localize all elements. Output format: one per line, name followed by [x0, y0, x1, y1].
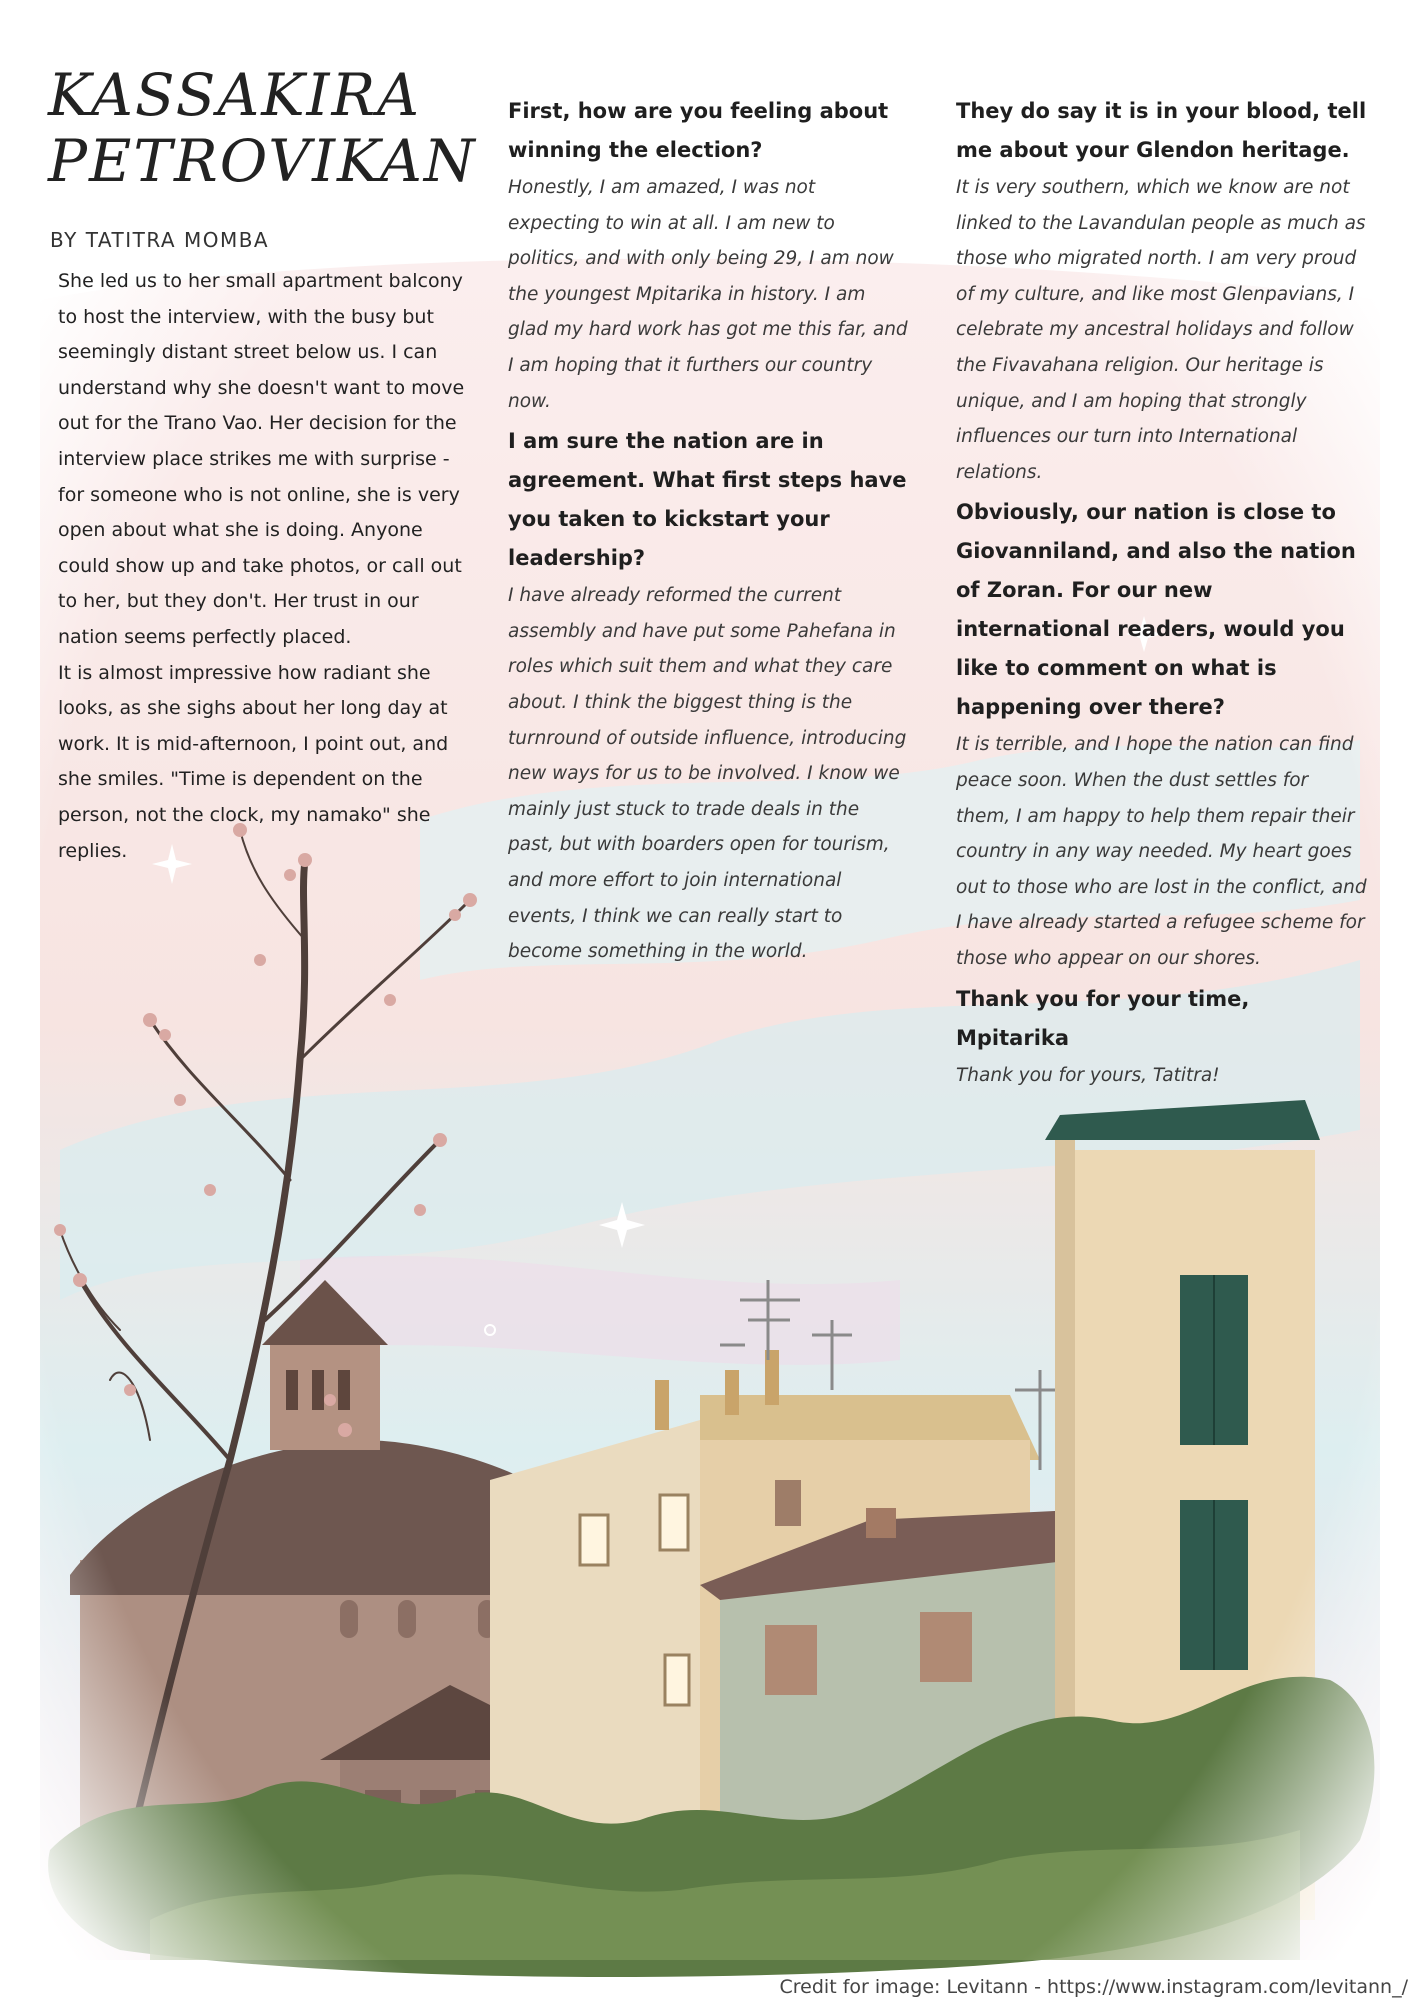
question: First, how are you feeling about winning the election?	[508, 99, 889, 162]
interview-column-3	[956, 92, 1368, 1096]
title-line-1: KASSAKIRA	[48, 61, 421, 129]
interview-column-2	[508, 92, 908, 973]
question: They do say it is in your blood, tell me about your Glendon heritage.	[956, 99, 1367, 162]
intro-paragraph: It is almost impressive how radiant she looks, as she sighs about her long day at work. It is mid-afternoon, I point out, and she smiles. "Time is dependent on the person, not the clock, my namako" she replies.	[58, 661, 449, 862]
page-title	[48, 62, 477, 194]
answer: Thank you for yours, Tatitra!	[956, 1064, 1220, 1086]
byline: BY TATITRA MOMBA	[50, 228, 270, 252]
question: Obviously, our nation is close to Giovanniland, and also the nation of Zoran. For our new international readers, would you like to comment on what is happening over there?	[956, 500, 1356, 720]
question: I am sure the nation are in agreement. What first steps have you taken to kickstart your leadership?	[508, 429, 907, 571]
title-line-2: PETROVIKAN	[48, 127, 477, 195]
answer: It is terrible, and I hope the nation can find peace soon. When the dust settles for them, I am happy to help them repair their country in any way needed. My heart goes out to those who are lost in the conflict, and I have already started a refugee scheme for those who appear on our shores.	[956, 734, 1367, 969]
question: Thank you for your time, Mpitarika	[956, 986, 1250, 1050]
answer: I have already reformed the current assembly and have put some Pahefana in roles which suit them and what they care about. I think the biggest thing is the turnround of outside influence, introducing new ways for us to be involved. I know we mainly just stuck to trade deals in the past, but with boarders open for tourism, and more effort to join international events, I think we can really start to become something in the world.	[508, 585, 907, 963]
answer: It is very southern, which we know are not linked to the Lavandulan people as much as those who migrated north. I am very proud of my culture, and like most Glenpavians, I celebrate my ancestral holidays and follow the Fivavahana religion. Our heritage is unique, and I am hoping that strongly influences our turn into International relations.	[956, 177, 1366, 483]
intro-paragraph: She led us to her small apartment balcony to host the interview, with the busy but seemingly distant street below us. I can understand why she doesn't want to move out for the Trano Vao. Her decision for the interview place strikes me with surprise - for someone who is not online, she is very open about what she is doing. Anyone could show up and take photos, or call out to her, but they don't. Her trust in our nation seems perfectly placed.	[58, 270, 465, 648]
intro-text	[58, 264, 478, 869]
answer: Honestly, I am amazed, I was not expecting to win at all. I am new to politics, and with only being 29, I am now the youngest Mpitarika in history. I am glad my hard work has got me this far, and I am hoping that it furthers our country now.	[508, 177, 908, 412]
image-credit: Credit for image: Levitann - https://www.instagram.com/levitann_/	[779, 1976, 1408, 1998]
